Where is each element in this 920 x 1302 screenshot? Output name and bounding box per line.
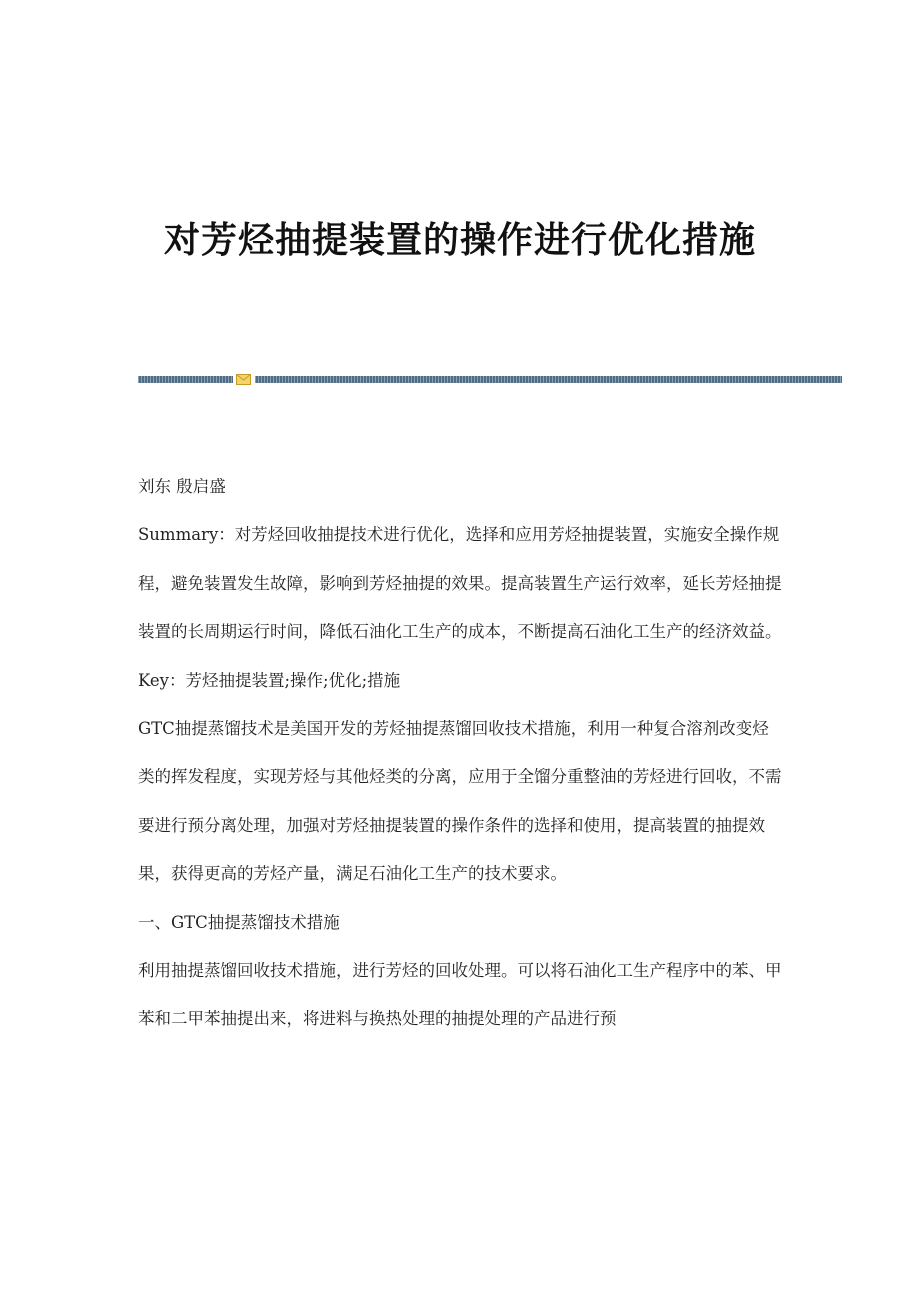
summary-text: 对芳烃回收抽提技术进行优化，选择和应用芳烃抽提装置，实施安全操作规程，避免装置发生故障，影响到芳烃抽提的效果。提高装置生产运行效率，延长芳烃抽提装置的长周期运行时间，降低石油化工生产的成本，不断提高石油化工生产的经济效益。 xyxy=(138,525,782,642)
summary-label: Summary： xyxy=(138,525,235,545)
section-heading: 一、GTC抽提蒸馏技术措施 xyxy=(138,912,340,932)
authors: 刘东 殷启盛 xyxy=(138,477,226,496)
section-paragraph: 利用抽提蒸馏回收技术措施，进行芳烃的回收处理。可以将石油化工生产程序中的苯、甲苯和二甲苯抽提出来，将进料与换热处理的抽提处理的产品进行预 xyxy=(138,961,782,1029)
divider-left-bar xyxy=(138,376,233,383)
intro-paragraph: GTC抽提蒸馏技术是美国开发的芳烃抽提蒸馏回收技术措施，利用一种复合溶剂改变烃类的挥发程度，实现芳烃与其他烃类的分离，应用于全馏分重整油的芳烃进行回收，不需要进行预分离处理，加强对芳烃抽提装置的操作条件的选择和使用，提高装置的抽提效果，获得更高的芳烃产量，满足石油化工生产的技术要求。 xyxy=(138,719,782,884)
title-divider xyxy=(138,374,842,385)
envelope-icon xyxy=(236,374,251,385)
keywords-label: Key： xyxy=(138,670,186,690)
document-title: 对芳烃抽提装置的操作进行优化措施 xyxy=(163,219,756,261)
keywords-paragraph xyxy=(138,657,783,705)
divider-right-bar xyxy=(255,376,842,383)
keywords-text: 芳烃抽提装置;操作;优化;措施 xyxy=(185,670,401,690)
summary-paragraph xyxy=(138,511,783,656)
document-body xyxy=(138,463,783,1044)
